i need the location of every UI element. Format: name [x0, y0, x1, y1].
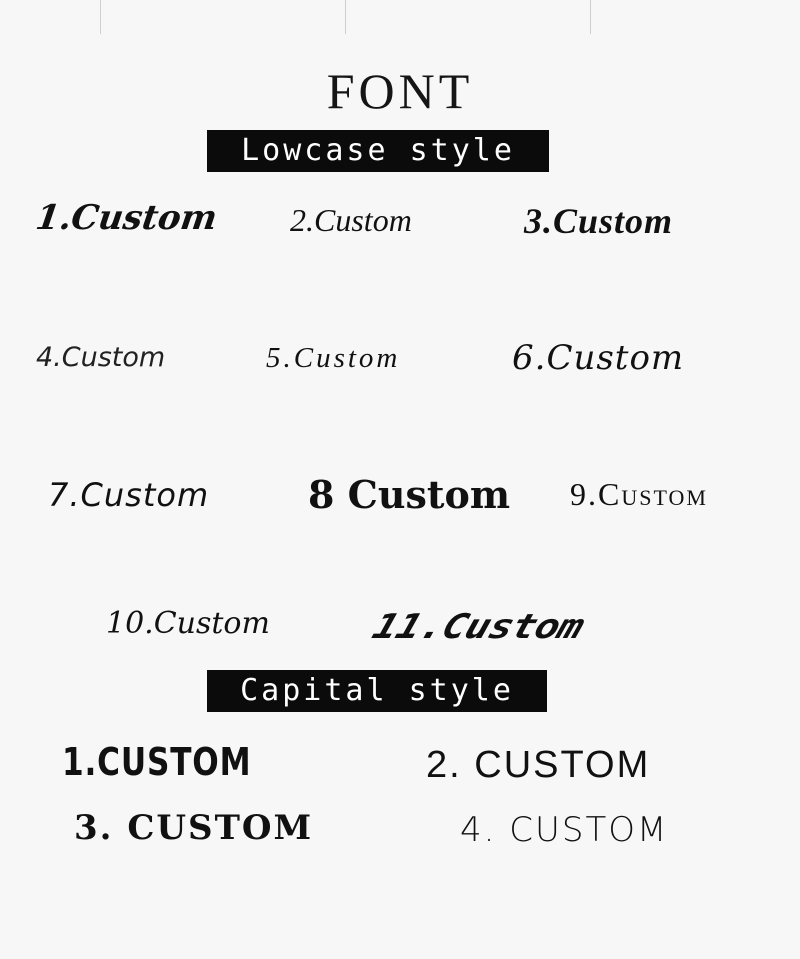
lowercase-sample-10: 10.Custom	[106, 606, 270, 641]
lowercase-sample-1: 1.Custom	[33, 198, 220, 238]
capital-sample-4: 4. CUSTOM	[460, 810, 669, 850]
lowercase-sample-9: 9.Custom	[570, 476, 708, 512]
lowercase-sample-11: 11.Custom	[367, 607, 589, 647]
lowercase-sample-4: 4.Custom	[36, 342, 166, 373]
capital-style-banner: Capital style	[207, 670, 547, 712]
lowercase-sample-3: 3.Custom	[524, 201, 674, 241]
divider-line	[345, 0, 346, 34]
lowercase-sample-7: 7.Custom	[48, 476, 210, 514]
lowercase-style-banner: Lowcase style	[207, 130, 549, 172]
lowercase-sample-5: 5.Custom	[266, 342, 401, 374]
capital-sample-2: 2. CUSTOM	[426, 744, 651, 786]
divider-line	[100, 0, 101, 34]
lowercase-sample-8: 8 Custom	[308, 472, 511, 517]
divider-line	[590, 0, 591, 34]
capital-sample-3: 3. CUSTOM	[74, 808, 314, 848]
capital-sample-1: 1.CUSTOM	[62, 740, 252, 784]
lowercase-sample-6: 6.Custom	[512, 338, 685, 378]
page-title: FONT	[326, 63, 474, 119]
lowercase-sample-2: 2.Custom	[290, 202, 412, 238]
